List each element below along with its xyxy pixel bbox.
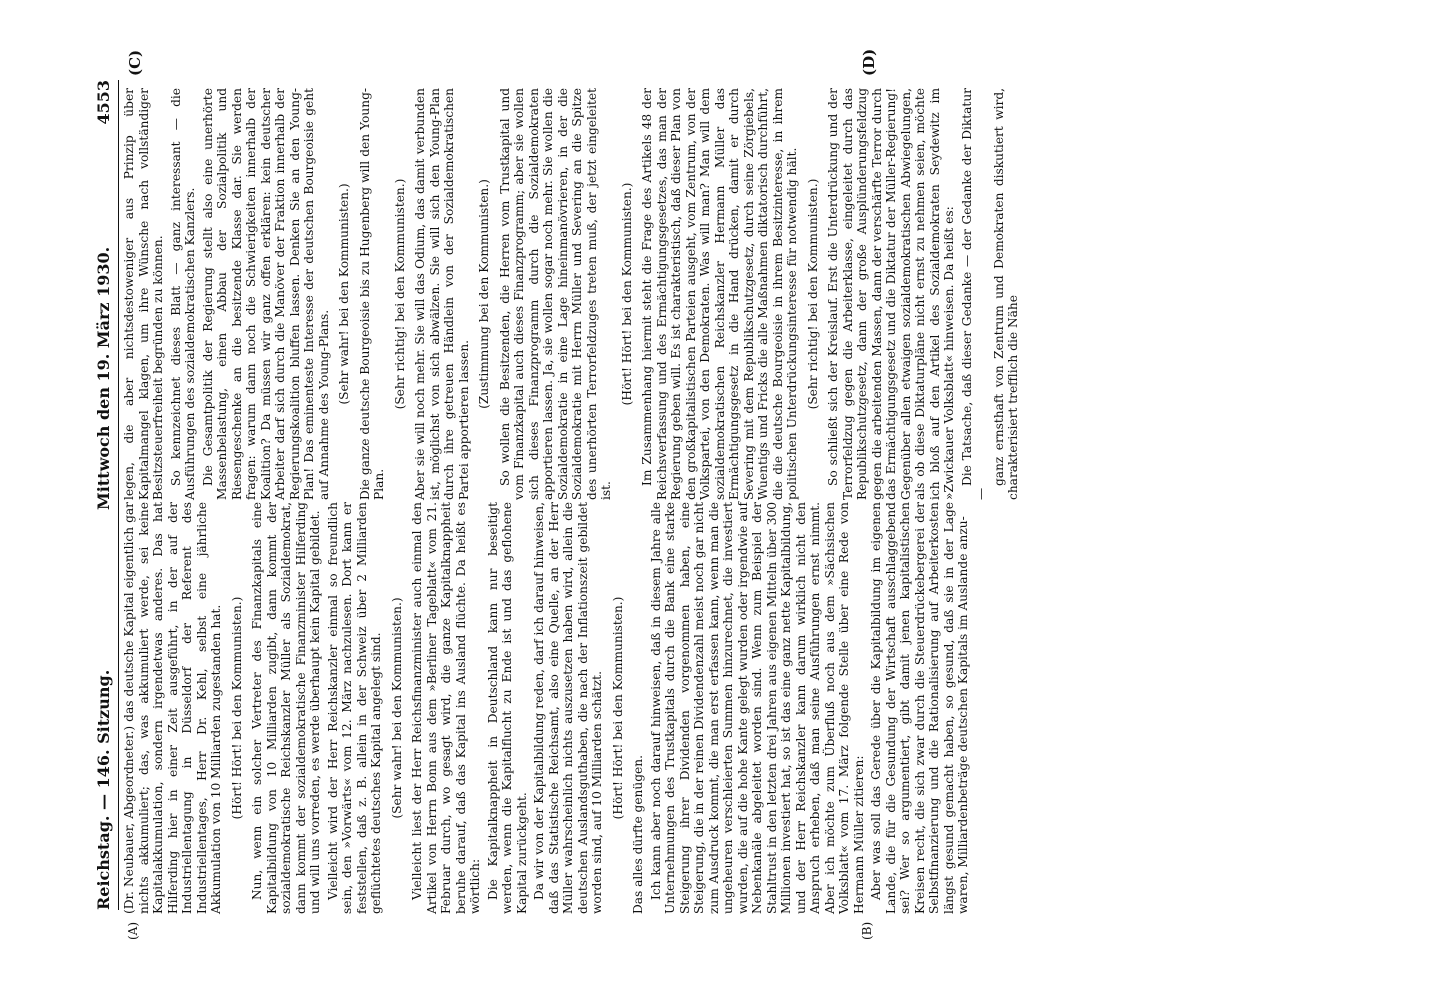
interjection: (Sehr richtig! bei den Kommunisten.) bbox=[392, 178, 407, 410]
header-session: Reichstag. — 146. Sitzung. bbox=[94, 669, 113, 910]
margin-marker-b: (B) bbox=[860, 921, 874, 940]
text-column-right bbox=[122, 88, 1024, 500]
paragraph: Nun, wenn ein solcher Vertreter des Finanzkapitals eine Kapitalbildung von 10 Milliarden zugibt, dann kommt der sozialdemokratische Reichskanzler Müller als Sozialdemokrat, dann kommt der sozialdemokratische Finanzminister Hilferding und will uns vorreden, es werde überhaupt kein Kapital gebildet. bbox=[250, 502, 322, 914]
paragraph: Aber was soll das Gerede über die Kapitalbildung im eigenen Lande, die für die Gesundung der Wirtschaft ausschlaggebend sei? Wer so argumentiert, gibt damit jenen kapitalistischen Kreisen recht, die sich zwar durch die Steuerdrückebergerei der Selbstfinanzierung und die Rationalisierung auf Arbeiterkosten längst gesund gemacht haben, so gesund, daß sie in der Lage waren, Milliardenbeträge deutschen Kapitals im Auslande anzu- bbox=[869, 502, 970, 914]
paragraph: So wollen die Besitzenden, die Herren vom Trustkapital und vom Finanzkapital auch dieses Finanzprogramm; aber sie wollen sich dieses Finanzprogramm durch die Sozialdemokraten apportieren lassen. Ja, sie wollen sogar noch mehr. Sie wollen die Sozialdemokratie in eine Lage hineinmanövrieren, in der die Sozialdemokratie mit Herrn Müller und Severing an die Spitze des unerhörten Terrorfeldzuges treten muß, der jetzt eingeleitet ist. bbox=[497, 88, 613, 500]
paragraph: Im Zusammenhang hiermit steht die Frage des Artikels 48 der Reichsverfassung und des Ermächtigungsgesetzes, das man der Regierung geben will. Es ist charakteristisch, daß dieser Plan von den großkapitalistischen Parteien ausgeht, vom Zentrum, von der Volkspartei, von den Demokraten. Was will man? Man will dem sozialdemokratischen Reichskanzler Hermann Müller das Ermächtigungsgesetz in die Hand drücken, damit er durch Severing mit dem Republikschutzgesetz, durch seine Zörgiebels, Wuentigs und Fricks die alle Maßnahmen diktatorisch durchführt, die die deutsche Bourgeoisie in ihrem Besitzinteresse, in ihrem politischen Unterdrückungsinteresse für notwendig hält. bbox=[640, 88, 799, 500]
paragraph: Das alles dürfte genügen. bbox=[631, 755, 645, 914]
interjection: (Sehr wahr! bei den Kommunisten.) bbox=[337, 183, 351, 405]
paragraph: So kennzeichnet dieses Blatt — ganz interessant — die Ausführungen des sozialdemokratischen Kanzlers. bbox=[168, 88, 197, 500]
interjection: (Hört! Hört! bei den Kommunisten.) bbox=[229, 596, 244, 820]
paragraph: Die Gesamtpolitik der Regierung stellt also eine unerhörte Massenbelastung, einen Abbau der Sozialpolitik und Riesengeschenke an die besitzende Klasse dar. Sie werden fragen: warum dann noch die Schwierigkeiten innerhalb der Koalition? Da müssen wir ganz offen erklären: kein deutscher Arbeiter darf sich durch die Manöver der Fraktion innerhalb der Regierungskoalition bluffen lassen. Denken Sie an den Young-Plan! Das eminenteste Interesse der deutschen Bourgeoisie geht auf Annahme des Young-Plans. bbox=[200, 88, 331, 500]
paragraph: legen, die aber nichtsdestoweniger aus Prinzip über Kapitalmangel klagen, um ihre Wünsche nach vollständiger Besitzsteuerfreiheit begründen zu können. bbox=[122, 88, 165, 500]
page-header bbox=[92, 80, 119, 910]
paragraph: So schließt sich der Kreislauf. Erst die Unterdrückung und der Terrorfeldzug gegen die Arbeiterklasse, eingeleitet durch das Republikschutzgesetz, dann der große Ausplünderungsfeldzug gegen die arbeitenden Massen, dann der verschärfte Terror durch das Ermächtigungsgesetz und die Diktatur der Müller-Regierung! Gegenüber allen etwaigen sozialdemokratischen Abwiegelungen, als ob diese Diktaturpläne nicht ernst zu nehmen seien, möchte ich bloß auf den Artikel des Sozialdemokraten Seydewitz im »Zwickauer Volksblatt« hinweisen. Da heißt es: bbox=[826, 88, 956, 500]
paragraph: Aber sie will noch mehr. Sie will das Odium, das damit verbunden ist, möglichst von sich abwälzen. Sie will sich den Young-Plan durch ihre getreuen Händlein von der Sozialdemokratischen Partei apportieren lassen. bbox=[413, 88, 471, 500]
paragraph: Da wir von der Kapitalbildung reden, darf ich darauf hinweisen, daß das Statistische Reichsamt, also eine Quelle, an der Herr Müller wahrscheinlich nichts auszusetzen haben wird, allein die deutschen Auslandsguthaben, die nach der Inflationszeit gebildet worden sind, auf 10 Milliarden schätzt. bbox=[532, 502, 604, 914]
interjection: (Zustimmung bei den Kommunisten.) bbox=[477, 179, 491, 409]
interjection: (Hört! Hört! bei den Kommunisten.) bbox=[619, 182, 634, 406]
interjection: (Sehr richtig! bei den Kommunisten.) bbox=[805, 178, 820, 410]
interjection: (Sehr wahr! bei den Kommunisten.) bbox=[389, 597, 404, 819]
page-number: 4553 bbox=[94, 80, 113, 125]
margin-marker-d: (D) bbox=[860, 48, 878, 76]
margin-marker-c: (C) bbox=[126, 49, 144, 76]
paragraph: Vielleicht liest der Herr Reichsfinanzminister auch einmal den Artikel von Herrn Bonn aus dem »Berliner Tageblatt« vom 21. Februar durch, wo gesagt wird, die ganze Kapitalknappheit beruhe darauf, daß das Kapital ins Ausland flüchte. Da heißt es wörtlich: bbox=[410, 502, 482, 914]
paragraph: Vielleicht wird der Herr Reichskanzler einmal so freundlich sein, den »Vorwärts« vom 12. März nachzulesen. Dort kann er feststellen, daß z. B. allein in der Schweiz über 2 Milliarden geflüchtetes deutsches Kapital angelegt sind. bbox=[325, 502, 383, 914]
paragraph: Die Tatsache, daß dieser Gedanke — der Gedanke der Diktatur — bbox=[959, 88, 988, 500]
header-date: Mittwoch den 19. März 1930. bbox=[94, 246, 113, 510]
paragraph: Die ganze deutsche Bourgeoisie bis zu Hugenberg will den Young-Plan. bbox=[357, 88, 386, 500]
paragraph: Ich kann aber noch darauf hinweisen, daß in diesem Jahre alle Unternehmungen des Trustkapitals durch die Bank eine starke Steigerung ihrer Dividenden vorgenommen haben, eine Steigerung, die in der reinen Dividendenzahl meist noch gar nicht zum Ausdruck kommt, die man erst erfassen kann, wenn man die ungeheuren verschleierten Summen hinzurechnet, die investiert wurden, die auf die hohe Kante gelegt wurden oder irgendwie auf Nebenkanäle abgeleitet worden sind. Wenn zum Beispiel der Stahltrust in den letzten drei Jahren aus eigenen Mitteln über 300 Millionen investiert hat, so ist das eine ganz nette Kapitalbildung, und der Herr Reichskanzler kann darum wirklich nicht den Anspruch erheben, daß man seine Ausführungen ernst nimmt. Aber ich möchte zum Überfluß noch aus dem »Sächsischen Volksblatt« vom 17. März folgende Stelle über eine Rede von Hermann Müller zitieren: bbox=[648, 502, 866, 914]
paragraph: (Dr. Neubauer, Abgeordneter.) das deutsche Kapital eigentlich gar nichts akkumuliert; das, was akkumuliert werde, sei keine Kapitalakkumulation, sondern irgendetwas anderes. Das hat Hilferding hier in einer Zeit ausgeführt, in der auf der Industriellentagung in Düsseldorf der Referent des Industriellentages, Herr Dr. Kehl, selbst eine jährliche Akkumulation von 10 Milliarden zugestanden hat. bbox=[122, 502, 223, 914]
interjection: (Hört! Hört! bei den Kommunisten.) bbox=[610, 596, 625, 820]
paragraph: Die Kapitalknappheit in Deutschland kann nur beseitigt werden, wenn die Kapitalflucht zu Ende ist und das geflohene Kapital zurückgeht. bbox=[485, 502, 529, 914]
margin-marker-a: (A) bbox=[126, 921, 140, 940]
paragraph: ganz ernsthaft von Zentrum und Demokraten diskutiert wird, charakterisiert trefflich die Nähe bbox=[991, 88, 1020, 500]
text-column-left bbox=[122, 502, 974, 914]
